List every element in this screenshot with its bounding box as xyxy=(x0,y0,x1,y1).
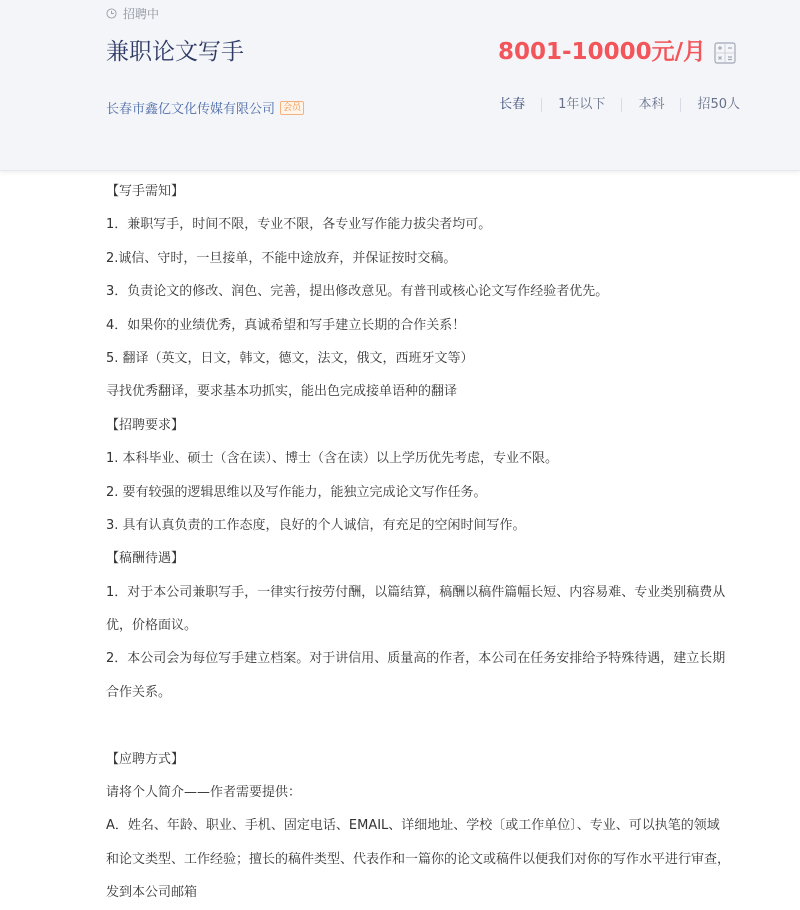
description-line: 发到本公司邮箱 xyxy=(106,885,198,901)
section-heading-requirements: 【招聘要求】 xyxy=(106,417,185,433)
description-line: 3．负责论文的修改、润色、完善，提出修改意见。有普刊或核心论文写作经验者优先。 xyxy=(106,284,609,300)
description-line: 寻找优秀翻译，要求基本功抓实，能出色完成接单语种的翻译 xyxy=(106,384,458,400)
description-line: 1. 本科毕业、硕士（含在读）、博士（含在读）以上学历优先考虑，专业不限。 xyxy=(106,451,559,467)
description-line: 优，价格面议。 xyxy=(106,618,198,634)
blank-line xyxy=(106,709,770,742)
description-line: 2．本公司会为每位写手建立档案。对于讲信用、质量高的作者，本公司在任务安排给予特殊待遇，建立长期 xyxy=(106,651,726,667)
clock-icon xyxy=(106,8,117,19)
description-line: 3. 具有认真负责的工作态度，良好的个人诚信，有充足的空闲时间写作。 xyxy=(106,517,526,533)
job-meta xyxy=(483,98,740,112)
description-line: 请将个人简介——作者需要提供： xyxy=(106,785,302,801)
salary: 8001-10000元/月 xyxy=(498,39,706,65)
section-heading-writer-notes: 【写手需知】 xyxy=(106,184,185,199)
job-header xyxy=(0,0,800,171)
company-name-link[interactable]: 长春市鑫亿文化传媒有限公司 xyxy=(106,102,276,117)
description-line: 和论文类型、工作经验；擅长的稿件类型、代表作和一篇你的论文或稿件以便我们对你的写作水平进行审查， xyxy=(106,851,731,867)
description-line: 5. 翻译（英文，日文，韩文，德文，法文，俄文，西班牙文等） xyxy=(106,350,474,366)
description-line: A．姓名、年龄、职业、手机、固定电话、EMAIL、详细地址、学校〔或工作单位〕、专业、可以执笔的领域 xyxy=(106,818,720,834)
meta-location: 长春 xyxy=(499,97,526,112)
description-line: 1．对于本公司兼职写手，一律实行按劳付酬，以篇结算，稿酬以稿件篇幅长短、内容易难、专业类别稿费从 xyxy=(106,584,726,600)
meta-experience: 1年以下 xyxy=(541,98,621,112)
section-heading-compensation: 【稿酬待遇】 xyxy=(106,551,185,567)
section-heading-application: 【应聘方式】 xyxy=(106,751,185,767)
description-line: 合作关系。 xyxy=(106,684,172,700)
job-description xyxy=(106,175,770,910)
description-line: 2. 要有较强的逻辑思维以及写作能力，能独立完成论文写作任务。 xyxy=(106,484,487,500)
meta-headcount: 招50人 xyxy=(680,98,740,112)
description-line: 2.诚信、守时，一旦接单，不能中途放弃，并保证按时交稿。 xyxy=(106,250,457,266)
job-status xyxy=(106,4,159,22)
status-label: 招聘中 xyxy=(123,6,160,21)
description-line: 4．如果你的业绩优秀，真诚希望和写手建立长期的合作关系！ xyxy=(106,317,466,333)
company-row xyxy=(106,98,304,117)
meta-education: 本科 xyxy=(621,98,680,112)
description-line: 1．兼职写手，时间不限，专业不限，各专业写作能力拔尖者均可。 xyxy=(106,217,492,233)
member-badge: 会员 xyxy=(280,101,304,115)
calculator-icon[interactable] xyxy=(714,42,736,64)
job-title: 兼职论文写手 xyxy=(106,39,244,65)
